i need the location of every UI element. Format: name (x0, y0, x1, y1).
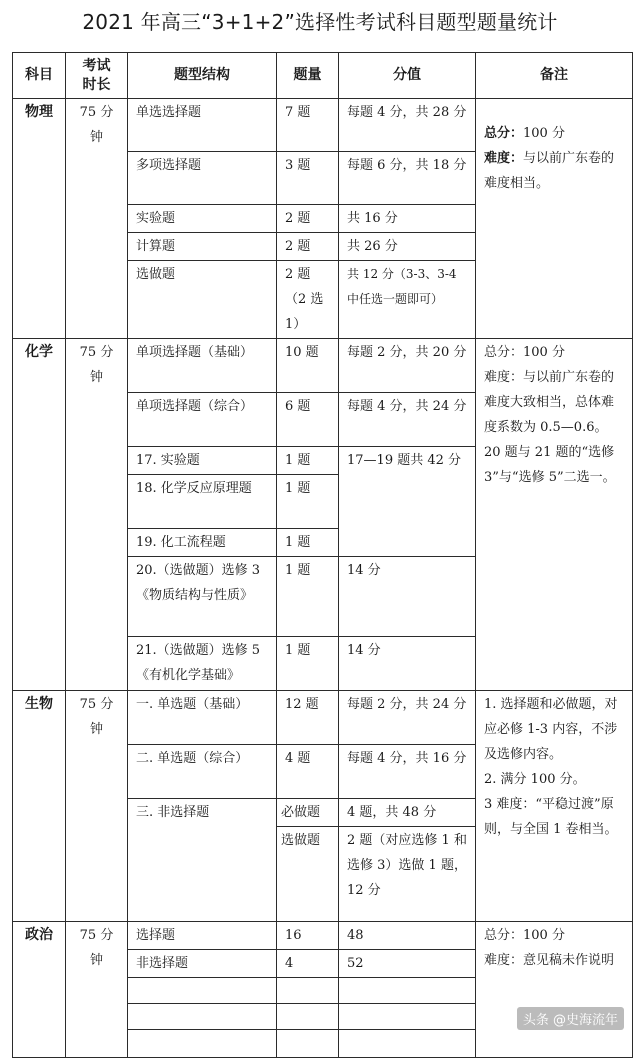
empty-cell (128, 1004, 277, 1030)
question-score: 48 (339, 922, 476, 950)
question-count: 1 题 (277, 447, 339, 475)
question-type: 17. 实验题 (128, 447, 277, 475)
question-count: 7 题 (277, 99, 339, 152)
biology-note-1: 1. 选择题和必做题，对应必修 1-3 内容，不涉及选修内容。 (484, 697, 618, 762)
empty-cell (128, 978, 277, 1004)
chemistry-note-total: 总分：100 分 (484, 345, 565, 360)
question-count: 2 题 (277, 233, 339, 261)
question-subtype: 选做题 (277, 827, 339, 922)
header-notes: 备注 (476, 53, 633, 99)
question-type: 非选择题 (128, 950, 277, 978)
header-structure: 题型结构 (128, 53, 277, 99)
question-subtype: 必做题 (277, 799, 339, 827)
physics-difficulty-label: 难度： (484, 151, 524, 166)
page-title: 2021 年高三“3+1+2”选择性考试科目题型题量统计 (82, 10, 558, 34)
question-type: 三. 非选择题 (128, 799, 277, 922)
question-count: 2 题 (277, 205, 339, 233)
question-count: 12 题 (277, 691, 339, 745)
physics-total-label: 总分： (484, 126, 524, 141)
question-type: 单项选择题（基础） (128, 339, 277, 393)
time-chemistry: 75 分钟 (66, 339, 128, 691)
question-type: 21.（选做题）选修 5《有机化学基础》 (128, 637, 277, 691)
question-type: 实验题 (128, 205, 277, 233)
empty-cell (277, 1004, 339, 1030)
question-count: 2 题（2 选 1） (277, 261, 339, 339)
biology-note-2: 2. 满分 100 分。 (484, 772, 586, 787)
question-score: 共 26 分 (339, 233, 476, 261)
question-type: 18. 化学反应原理题 (128, 475, 277, 529)
header-row (13, 53, 633, 99)
question-count: 1 题 (277, 475, 339, 529)
header-count: 题量 (277, 53, 339, 99)
empty-cell (277, 1030, 339, 1058)
question-type: 二. 单选题（综合） (128, 745, 277, 799)
chemistry-note-difficulty: 难度：与以前广东卷的难度大致相当，总体难度系数为 0.5—0.6。 (484, 370, 615, 435)
question-score: 每题 2 分，共 20 分 (339, 339, 476, 393)
time-physics: 75 分钟 (66, 99, 128, 339)
header-time: 考试时长 (66, 53, 128, 99)
subject-biology: 生物 (13, 691, 66, 922)
time-politics: 75 分钟 (66, 922, 128, 1058)
notes-physics (476, 99, 633, 339)
question-type: 多项选择题 (128, 152, 277, 205)
physics-total-value: 100 分 (523, 126, 565, 141)
question-score: 共 12 分（3-3、3-4 中任选一题即可） (339, 261, 476, 339)
header-subject: 科目 (13, 53, 66, 99)
table-row (13, 691, 633, 745)
question-type: 选择题 (128, 922, 277, 950)
table-row (13, 922, 633, 950)
question-score: 每题 2 分，共 24 分 (339, 691, 476, 745)
question-type: 20.（选做题）选修 3《物质结构与性质》 (128, 557, 277, 637)
question-score: 14 分 (339, 557, 476, 637)
empty-cell (277, 978, 339, 1004)
question-count: 1 题 (277, 637, 339, 691)
question-type: 单项选择题（综合） (128, 393, 277, 447)
question-count: 4 题 (277, 745, 339, 799)
question-type: 计算题 (128, 233, 277, 261)
question-type: 单选选择题 (128, 99, 277, 152)
biology-note-3: 3 难度：“平稳过渡”原则，与全国 1 卷相当。 (484, 797, 618, 837)
question-count: 1 题 (277, 529, 339, 557)
question-score: 52 (339, 950, 476, 978)
chemistry-note-elective: 20 题与 21 题的“选修 3”与“选修 5”二选一。 (484, 445, 616, 485)
question-score: 每题 4 分，共 24 分 (339, 393, 476, 447)
question-type: 选做题 (128, 261, 277, 339)
question-count: 4 (277, 950, 339, 978)
question-score: 每题 4 分，共 16 分 (339, 745, 476, 799)
physics-difficulty-value: 与以前广东卷的难度相当。 (484, 151, 615, 191)
question-type: 19. 化工流程题 (128, 529, 277, 557)
notes-biology (476, 691, 633, 922)
question-score: 每题 4 分，共 28 分 (339, 99, 476, 152)
question-score: 4 题，共 48 分 (339, 799, 476, 827)
time-biology: 75 分钟 (66, 691, 128, 922)
empty-cell (339, 1030, 476, 1058)
question-score: 每题 6 分，共 18 分 (339, 152, 476, 205)
question-count: 10 题 (277, 339, 339, 393)
table-row (13, 339, 633, 393)
question-count: 6 题 (277, 393, 339, 447)
empty-cell (128, 1030, 277, 1058)
notes-chemistry (476, 339, 633, 691)
notes-politics (476, 922, 633, 1058)
question-count: 16 (277, 922, 339, 950)
empty-cell (339, 978, 476, 1004)
politics-note-total: 总分：100 分 (484, 928, 565, 943)
header-score: 分值 (339, 53, 476, 99)
subject-chemistry: 化学 (13, 339, 66, 691)
exam-table (12, 52, 633, 1058)
question-score: 2 题（对应选修 1 和选修 3）选做 1 题，12 分 (339, 827, 476, 922)
watermark: 头条 @史海流年 (517, 1007, 624, 1030)
question-score: 17—19 题共 42 分 (339, 447, 476, 557)
question-score: 14 分 (339, 637, 476, 691)
subject-politics: 政治 (13, 922, 66, 1058)
empty-cell (339, 1004, 476, 1030)
subject-physics: 物理 (13, 99, 66, 339)
politics-note-difficulty: 难度：意见稿未作说明 (484, 953, 615, 968)
question-type: 一. 单选题（基础） (128, 691, 277, 745)
question-score: 共 16 分 (339, 205, 476, 233)
question-count: 1 题 (277, 557, 339, 637)
table-row (13, 99, 633, 152)
question-count: 3 题 (277, 152, 339, 205)
